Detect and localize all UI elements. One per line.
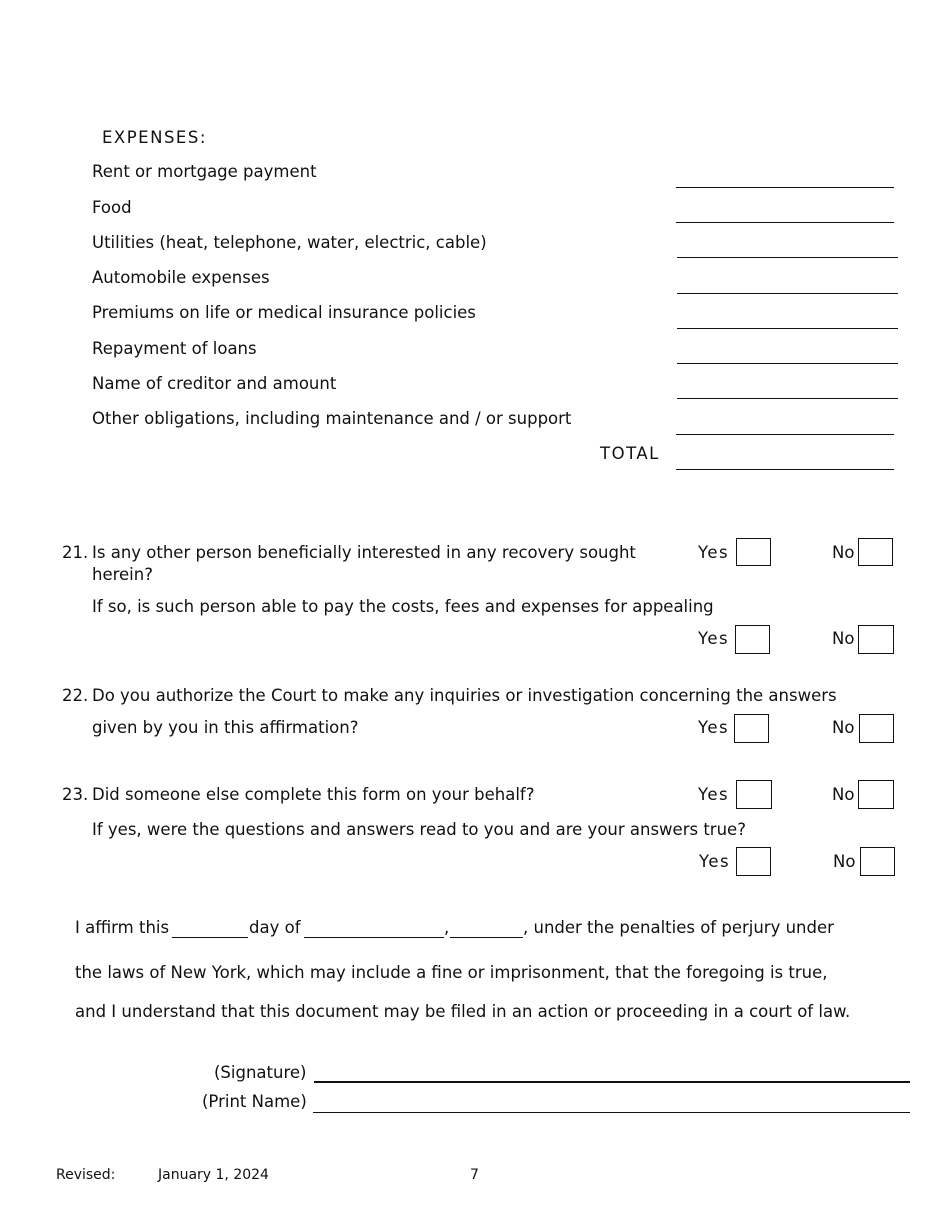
- affirmation-line2: the laws of New York, which may include a fine or imprisonment, that the foregoing is true,: [75, 963, 828, 982]
- expense-label-other: Other obligations, including maintenance and / or support: [92, 409, 572, 428]
- question-21-followup: If so, is such person able to pay the costs, fees and expenses for appealing: [92, 597, 714, 616]
- question-21-followup-yes-checkbox[interactable]: [735, 625, 770, 654]
- expense-label-automobile: Automobile expenses: [92, 268, 270, 287]
- expense-field-other[interactable]: [676, 434, 894, 435]
- expense-label-loans: Repayment of loans: [92, 339, 257, 358]
- affirmation-comma: ,: [444, 918, 450, 937]
- question-21-no-checkbox[interactable]: [858, 538, 893, 566]
- print-name-label: (Print Name): [202, 1092, 307, 1111]
- affirmation-text-part3: , under the penalties of perjury under: [523, 918, 834, 937]
- expense-label-utilities: Utilities (heat, telephone, water, electric, cable): [92, 233, 487, 252]
- question-21-no-label: No: [832, 543, 855, 562]
- expense-label-insurance: Premiums on life or medical insurance policies: [92, 303, 476, 322]
- question-23-yes-checkbox[interactable]: [736, 780, 772, 809]
- question-23-followup: If yes, were the questions and answers read to you and are your answers true?: [92, 820, 746, 839]
- total-field[interactable]: [676, 469, 894, 470]
- signature-label: (Signature): [214, 1063, 307, 1082]
- question-21-followup-yes-label: Yes: [698, 629, 730, 648]
- question-22-no-checkbox[interactable]: [859, 714, 894, 743]
- question-22-yes-checkbox[interactable]: [734, 714, 769, 743]
- question-21-yes-checkbox[interactable]: [736, 538, 771, 566]
- question-23-text: Did someone else complete this form on your behalf?: [92, 785, 535, 804]
- footer-page-number: 7: [470, 1167, 479, 1183]
- question-21-text-line1: Is any other person beneficially interested in any recovery sought: [92, 543, 636, 562]
- expense-field-rent[interactable]: [676, 187, 894, 188]
- question-23-followup-yes-checkbox[interactable]: [736, 847, 771, 876]
- signature-field[interactable]: [314, 1081, 910, 1083]
- question-23-followup-no-label: No: [833, 852, 856, 871]
- footer-revised-date: January 1, 2024: [158, 1167, 269, 1183]
- expense-field-creditor[interactable]: [677, 398, 898, 399]
- expense-field-loans[interactable]: [677, 363, 898, 364]
- question-22-no-label: No: [832, 718, 855, 737]
- affirmation-year-field[interactable]: [450, 937, 523, 938]
- expense-field-utilities[interactable]: [677, 257, 898, 258]
- question-22-number: 22.: [62, 686, 89, 705]
- question-21-number: 21.: [62, 543, 89, 562]
- question-23-no-label: No: [832, 785, 855, 804]
- affirmation-month-field[interactable]: [304, 937, 444, 938]
- expense-field-insurance[interactable]: [677, 328, 898, 329]
- affirmation-text-part2: day of: [249, 918, 301, 937]
- question-21-yes-label: Yes: [698, 543, 730, 562]
- question-22-text-line1: Do you authorize the Court to make any inquiries or investigation concerning the answers: [92, 686, 837, 705]
- affirmation-line3: and I understand that this document may be filed in an action or proceeding in a court of law.: [75, 1002, 851, 1021]
- expense-field-automobile[interactable]: [677, 293, 898, 294]
- total-label: TOTAL: [600, 444, 660, 463]
- question-23-followup-yes-label: Yes: [699, 852, 731, 871]
- expense-label-food: Food: [92, 198, 132, 217]
- question-22-text-line2: given by you in this affirmation?: [92, 718, 359, 737]
- question-23-followup-no-checkbox[interactable]: [860, 847, 895, 876]
- expense-label-creditor: Name of creditor and amount: [92, 374, 337, 393]
- affirmation-day-field[interactable]: [172, 937, 248, 938]
- expense-label-rent: Rent or mortgage payment: [92, 162, 317, 181]
- affirmation-text-part1: I affirm this: [75, 918, 170, 937]
- expenses-heading: EXPENSES:: [102, 128, 207, 147]
- question-23-no-checkbox[interactable]: [858, 780, 894, 809]
- question-21-followup-no-label: No: [832, 629, 855, 648]
- question-21-text-line2: herein?: [92, 565, 153, 584]
- print-name-field[interactable]: [313, 1112, 910, 1113]
- footer-revised-label: Revised:: [56, 1167, 116, 1183]
- expense-field-food[interactable]: [676, 222, 894, 223]
- question-23-yes-label: Yes: [698, 785, 730, 804]
- question-22-yes-label: Yes: [698, 718, 730, 737]
- question-23-number: 23.: [62, 785, 89, 804]
- question-21-followup-no-checkbox[interactable]: [858, 625, 894, 654]
